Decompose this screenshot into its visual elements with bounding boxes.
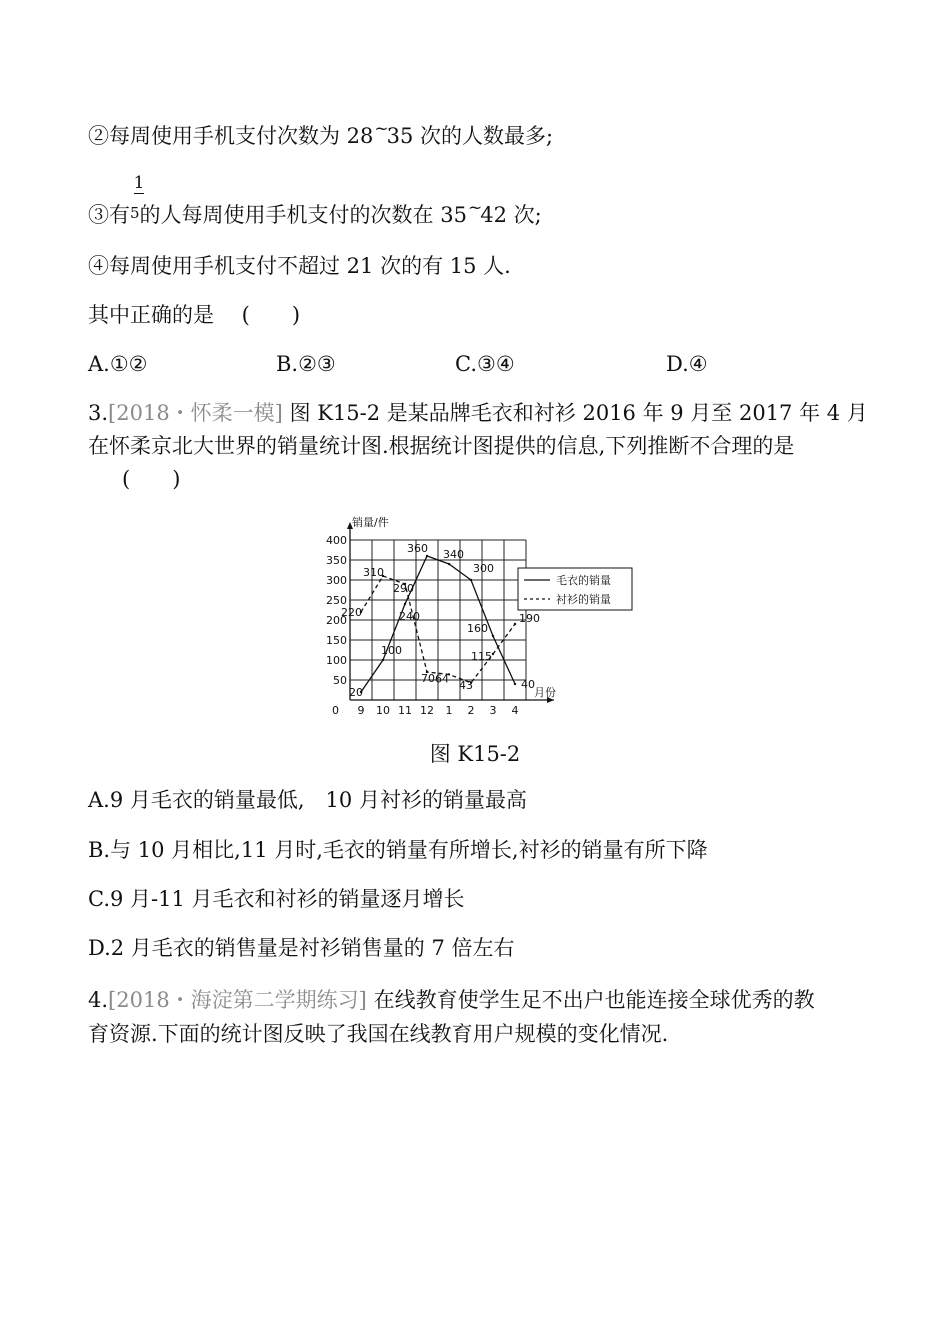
- shirt-data-label: 190: [519, 612, 540, 625]
- y-tick-label: 300: [326, 574, 347, 587]
- q2-item-3: [88, 198, 542, 231]
- q4-stem-text1: 在线教育使学生足不出户也能连接全球优秀的教: [373, 988, 815, 1012]
- q4-stem-line2: 育资源.下面的统计图反映了我国在线教育用户规模的变化情况.: [88, 1022, 669, 1046]
- shirt-data-label: 43: [459, 678, 473, 692]
- q2-item-2-prefix: ②每周使用手机支付次数为 28: [88, 124, 374, 148]
- q3-option-c[interactable]: C.9 月-11 月毛衣和衬衫的销量逐月增长: [88, 887, 465, 911]
- x-tick-label: 1: [445, 704, 453, 717]
- x-tick-label: 4: [511, 704, 519, 717]
- q3-option-a[interactable]: A.9 月毛衣的销量最低, 10 月衬衫的销量最高: [88, 788, 527, 812]
- sweater-data-label: 160: [467, 622, 488, 635]
- q2-item-3-prefix: ③有: [88, 203, 130, 227]
- shirt-data-label: 220: [341, 606, 362, 619]
- figure-caption: 图 K15-2: [429, 742, 521, 766]
- fraction-numerator: 1: [133, 173, 145, 193]
- sweater-data-point: [426, 555, 428, 557]
- q2-option-c[interactable]: C.③④: [455, 352, 515, 376]
- x-axis-title: 月份: [534, 686, 556, 699]
- q2-option-a[interactable]: A.①②: [88, 352, 148, 376]
- sweater-data-label: 100: [381, 644, 402, 657]
- shirt-data-point: [492, 653, 494, 655]
- tilde-mark: ~: [467, 198, 483, 218]
- sweater-data-point: [448, 563, 450, 565]
- sweater-data-label: 360: [407, 542, 428, 555]
- sweater-data-point: [404, 603, 406, 605]
- shirt-data-label: 290: [393, 582, 414, 595]
- x-tick-label: 2: [467, 704, 475, 717]
- y-axis-title: 销量/件: [352, 516, 389, 529]
- q3-source: [2018・怀柔一模]: [108, 401, 283, 425]
- y-tick-label: 400: [326, 534, 347, 547]
- q2-option-b[interactable]: B.②③: [276, 352, 336, 376]
- q2-question: 其中正确的是 ( ): [88, 303, 301, 327]
- sweater-data-label: 20: [349, 686, 363, 699]
- q2-item-2-suffix: 35 次的人数最多;: [386, 124, 554, 148]
- x-tick-label: 11: [398, 704, 412, 717]
- q2-item-2: [88, 119, 554, 152]
- q4-number: 4.: [88, 988, 109, 1012]
- x-tick-label: 9: [357, 704, 365, 717]
- fraction-bar: [134, 193, 144, 194]
- fraction-denominator: 5: [130, 204, 140, 222]
- legend-label-sweater: 毛衣的销量: [556, 574, 611, 587]
- y-tick-label: 250: [326, 594, 347, 607]
- q2-item-3-mid: 的人每周使用手机支付的次数在 35: [139, 203, 467, 227]
- sweater-data-label: 300: [473, 562, 494, 575]
- shirt-data-label: 115: [471, 650, 492, 663]
- y-tick-label: 50: [333, 674, 347, 687]
- x-tick-label: 10: [376, 704, 390, 717]
- q3-option-d[interactable]: D.2 月毛衣的销售量是衬衫销售量的 7 倍左右: [88, 936, 515, 960]
- fraction-one-fifth: [132, 175, 146, 194]
- q3-stem-line2: 在怀柔京北大世界的销量统计图.根据统计图提供的信息,下列推断不合理的是: [88, 434, 795, 458]
- q2-item-4: ④每周使用手机支付不超过 21 次的有 15 人.: [88, 254, 511, 278]
- shirt-data-label: 310: [363, 566, 384, 579]
- sweater-data-point: [382, 659, 384, 661]
- y-tick-label: 100: [326, 654, 347, 667]
- sweater-data-label: 240: [399, 610, 420, 623]
- shirt-data-label: 64: [435, 672, 449, 686]
- q3-answer-paren: ( ): [122, 467, 181, 491]
- x-tick-label: 12: [420, 704, 434, 717]
- q2-item-3-suffix: 42 次;: [480, 203, 542, 227]
- q3-stem-text1: 图 K15-2 是某品牌毛衣和衬衫 2016 年 9 月至 2017 年 4 月: [289, 401, 868, 425]
- y-tick-label: 350: [326, 554, 347, 567]
- y-tick-label: 150: [326, 634, 347, 647]
- q3-stem-line1: [88, 399, 868, 427]
- sweater-data-point: [470, 579, 472, 581]
- q2-option-d[interactable]: D.④: [666, 352, 708, 376]
- shirt-data-point: [514, 623, 516, 625]
- q4-source: [2018・海淀第二学期练习]: [108, 988, 367, 1012]
- tilde-mark: ~: [374, 119, 389, 139]
- shirt-data-label: 70: [421, 672, 435, 685]
- sweater-data-label: 340: [443, 548, 464, 561]
- sweater-data-point: [514, 683, 516, 685]
- q3-number: 3.: [88, 401, 109, 425]
- q4-stem-line1: [88, 986, 815, 1014]
- sweater-data-point: [492, 635, 494, 637]
- sweater-data-label: 40: [521, 678, 535, 691]
- y-tick-label: 200: [326, 614, 347, 627]
- legend-label-shirt: 衬衫的销量: [556, 593, 611, 606]
- sales-line-chart: [324, 508, 644, 720]
- origin-label: 0: [332, 704, 339, 717]
- x-tick-label: 3: [489, 704, 497, 717]
- q3-option-b[interactable]: B.与 10 月相比,11 月时,毛衣的销量有所增长,衬衫的销量有所下降: [88, 838, 708, 862]
